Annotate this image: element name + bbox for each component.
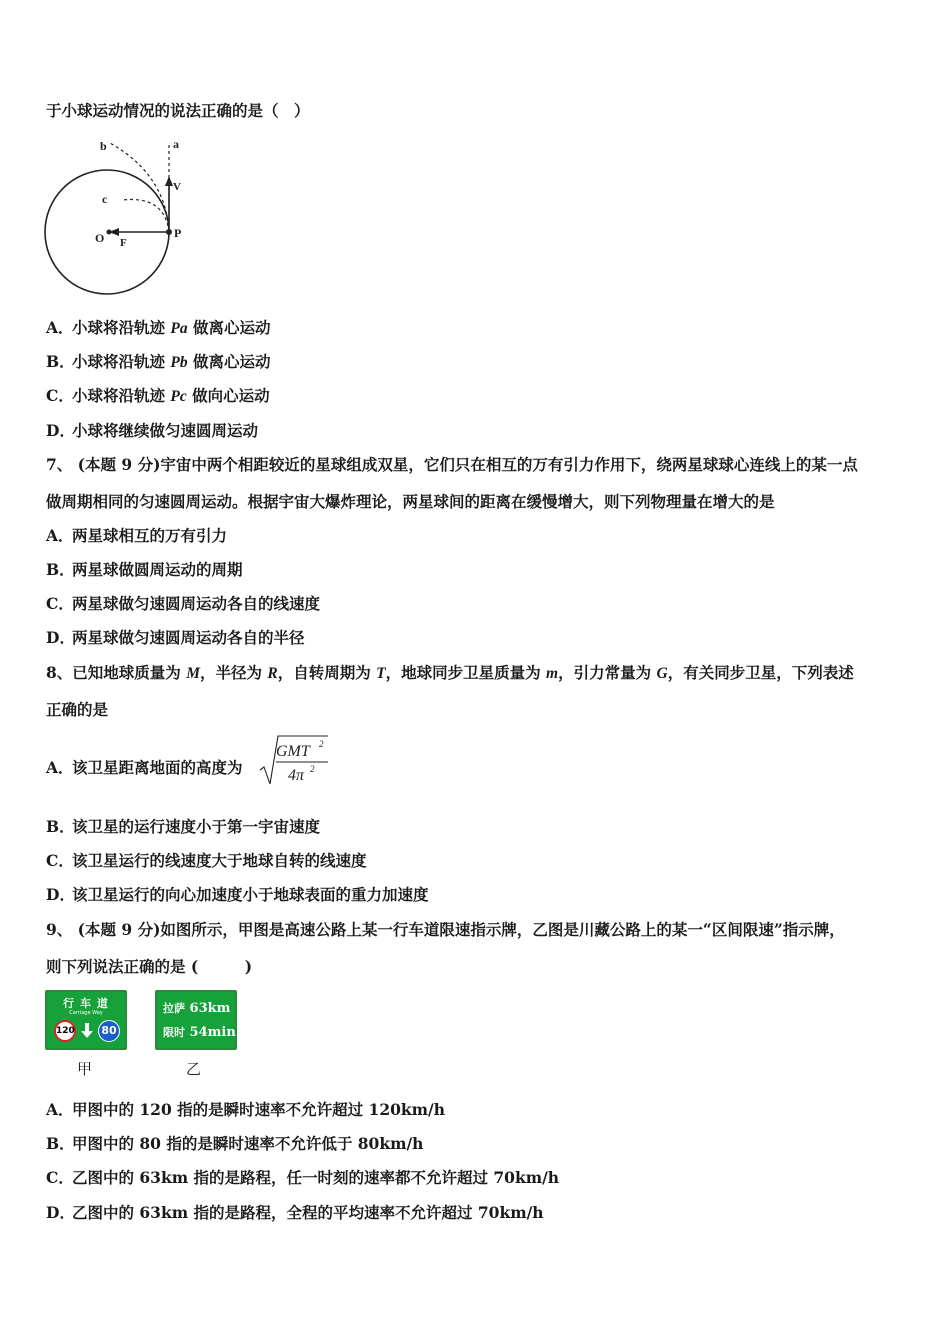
q6-option-d: D．小球将继续做匀速圆周运动 — [46, 421, 259, 440]
formula-denominator-exp: 2 — [310, 764, 315, 774]
sign1-caption: 甲 — [77, 1060, 93, 1078]
q6-option-a: A．小球将沿轨迹 Pa 做离心运动 — [46, 318, 271, 337]
down-arrow-icon — [80, 1023, 94, 1039]
q7-option-a: A．两星球相互的万有引力 — [46, 526, 228, 545]
sign2-distance: 63km — [189, 1001, 231, 1016]
q8-option-b: B．该卫星的运行速度小于第一宇宙速度 — [46, 817, 321, 836]
sign-interval-speed-limit — [155, 990, 237, 1050]
q7-stem-line2: 做周期相同的匀速圆周运动。根据宇宙大爆炸理论，两星球间的距离在缓慢增大，则下列物理量在增大的是 — [46, 492, 775, 511]
sign2-limit-label: 限时 — [163, 1026, 185, 1039]
q6-stem-tail: 于小球运动情况的说法正确的是（ ） — [46, 101, 310, 120]
label-b: b — [100, 139, 107, 153]
sign2-row1 — [163, 1000, 230, 1016]
label-o: O — [95, 231, 105, 245]
q8-sqrt-formula — [258, 732, 338, 790]
sign2-row2 — [163, 1024, 236, 1040]
q7-option-c: C．两星球做匀速圆周运动各自的线速度 — [46, 594, 321, 613]
q6-option-b: B．小球将沿轨迹 Pb 做离心运动 — [46, 352, 271, 371]
velocity-arrowhead — [165, 176, 173, 186]
sign2-time: 54min — [189, 1025, 236, 1040]
q7-stem-line1: 7、 (本题 9 分)宇宙中两个相距较近的星球组成双星，它们只在相互的万有引力作用下，绕两星球球心连线上的某一点 — [46, 455, 858, 474]
formula-numerator: GMT — [276, 743, 310, 760]
sign2-place: 拉萨 — [163, 1002, 185, 1015]
q7-option-b: B．两星球做圆周运动的周期 — [46, 560, 243, 579]
q9-option-a: A．甲图中的 120 指的是瞬时速率不允许超过 120km/h — [46, 1100, 445, 1119]
formula-denominator: 4π — [288, 767, 305, 784]
label-f: F — [120, 237, 127, 249]
q8-stem-line2: 正确的是 — [46, 700, 109, 719]
speed-max-badge: 120 — [54, 1020, 76, 1042]
sign1-subtitle: Carriage Way — [69, 1010, 103, 1016]
sign1-title: 行 车 道 — [63, 997, 109, 1010]
label-p: P — [174, 226, 182, 240]
label-v: V — [173, 181, 181, 193]
q9-stem-line2: 则下列说法正确的是 ( ) — [46, 957, 253, 976]
q8-option-c: C．该卫星运行的线速度大于地球自转的线速度 — [46, 851, 367, 870]
q8-option-a: A．该卫星距离地面的高度为 — [46, 758, 243, 777]
formula-numerator-exp: 2 — [319, 739, 324, 749]
center-o — [107, 230, 112, 235]
speed-min-badge: 80 — [98, 1020, 120, 1042]
sign2-caption: 乙 — [186, 1060, 202, 1078]
point-p — [166, 229, 172, 235]
sign-carriage-way — [45, 990, 127, 1050]
label-a: a — [173, 137, 179, 151]
q6-circle-figure — [40, 132, 200, 297]
q7-option-d: D．两星球做匀速圆周运动各自的半径 — [46, 628, 305, 647]
q6-option-c: C．小球将沿轨迹 Pc 做向心运动 — [46, 386, 270, 405]
q8-option-d: D．该卫星运行的向心加速度小于地球表面的重力加速度 — [46, 885, 429, 904]
curve-pb — [108, 142, 169, 232]
q9-stem-line1: 9、 (本题 9 分)如图所示，甲图是高速公路上某一行车道限速指示牌，乙图是川藏公路上的某一“区间限速”指示牌， — [46, 920, 845, 939]
q9-option-b: B．甲图中的 80 指的是瞬时速率不允许低于 80km/h — [46, 1134, 424, 1153]
q9-option-d: D．乙图中的 63km 指的是路程，全程的平均速率不允许超过 70km/h — [46, 1203, 544, 1222]
q9-option-c: C．乙图中的 63km 指的是路程，任一时刻的速率都不允许超过 70km/h — [46, 1168, 560, 1187]
q8-stem-line1: 8、已知地球质量为 M，半径为 R，自转周期为 T，地球同步卫星质量为 m，引力常量为 G，有关同步卫星，下列表述 — [46, 663, 854, 682]
label-c: c — [102, 192, 108, 206]
